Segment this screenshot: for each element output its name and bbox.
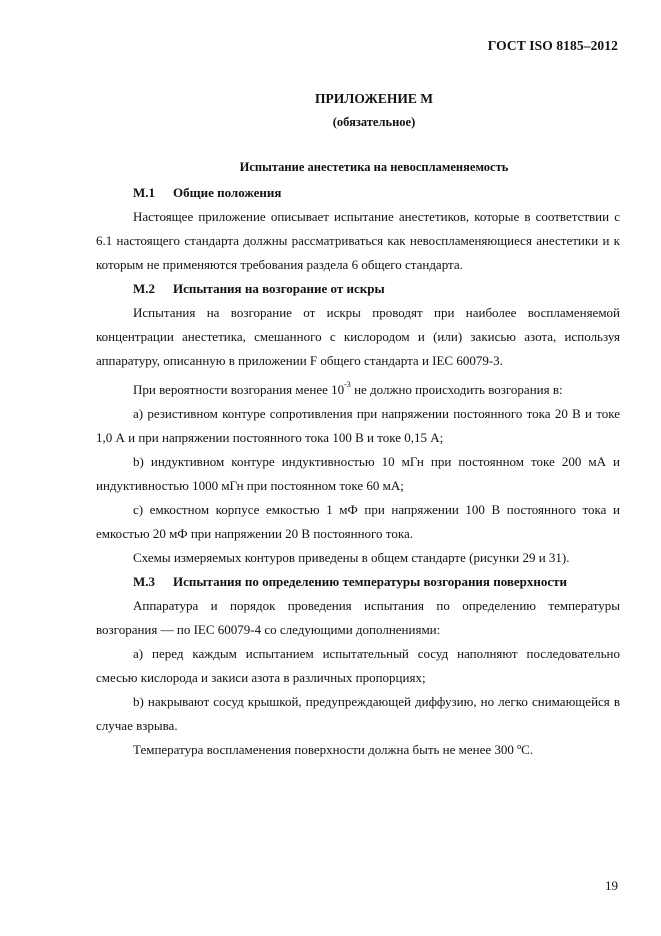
- section-heading-m2: [96, 277, 620, 301]
- probability-text-end: не должно происходить возгорания в:: [350, 382, 563, 397]
- list-item-a: a) резистивном контуре сопротивления при напряжении постоянного тока 20 В и токе 1,0 А и при напряжении постоянного тока 100 В и токе 0,15 А;: [96, 406, 620, 445]
- section-title: Испытания по определению температуры возгорания поверхности: [173, 574, 568, 589]
- annex-title: ПРИЛОЖЕНИЕ М: [315, 91, 433, 106]
- paragraph: Настоящее приложение описывает испытание анестетиков, которые в соответствии с 6.1 настоящего стандарта должны рассматриваться как невоспламеняющиеся анестетики и к которым не применяются требования раздела 6 общего стандарта.: [96, 209, 620, 272]
- document-body: [96, 181, 620, 762]
- section-number: М.2: [133, 281, 156, 296]
- paragraph: Температура воспламенения поверхности должна быть не менее 300 ºС.: [133, 742, 534, 757]
- list-item-b: b) индуктивном контуре индуктивностью 10 мГн при постоянном токе 200 мА и индуктивностью 1000 мГн при постоянном токе 60 мА;: [96, 454, 620, 493]
- standard-header: ГОСТ ISO 8185–2012: [487, 38, 618, 53]
- section-number: М.3: [133, 574, 156, 589]
- section-heading-m3: [96, 570, 620, 594]
- list-item-c: c) емкостном корпусе емкостью 1 мФ при напряжении 100 В постоянного тока и емкостью 20 мФ при напряжении 20 В постоянного тока.: [96, 502, 620, 541]
- section-heading-m1: [96, 181, 620, 205]
- paragraph: Аппаратура и порядок проведения испытания по определению температуры возгорания — по IEC 60079-4 со следующими дополнениями:: [96, 598, 620, 637]
- section-title: Испытания на возгорание от искры: [173, 281, 385, 296]
- list-item-a: a) перед каждым испытанием испытательный сосуд наполняют последовательно смесью кислорода и закиси азота в различных пропорциях;: [96, 646, 620, 685]
- annex-status: (обязательное): [332, 115, 416, 129]
- probability-exponent: -3: [344, 380, 351, 389]
- list-item-b: b) накрывают сосуд крышкой, предупреждающей диффузию, но легко снимающейся в случае взрыва.: [96, 694, 620, 733]
- annex-heading: Испытание анестетика на невоспламеняемость: [239, 160, 509, 174]
- probability-text: При вероятности возгорания менее 10: [133, 382, 345, 397]
- paragraph-probability: [96, 373, 620, 402]
- section-title: Общие положения: [173, 185, 282, 200]
- paragraph: Испытания на возгорание от искры проводят при наиболее воспламеняемой концентрации анестетика, смешанного с кислородом и (или) закисью азота, используя аппаратуру, описанную в приложении F общего стандарта и IEC 60079-3.: [96, 305, 620, 368]
- page-number: 19: [605, 878, 618, 893]
- paragraph: Схемы измеряемых контуров приведены в общем стандарте (рисунки 29 и 31).: [133, 550, 570, 565]
- section-number: М.1: [133, 185, 156, 200]
